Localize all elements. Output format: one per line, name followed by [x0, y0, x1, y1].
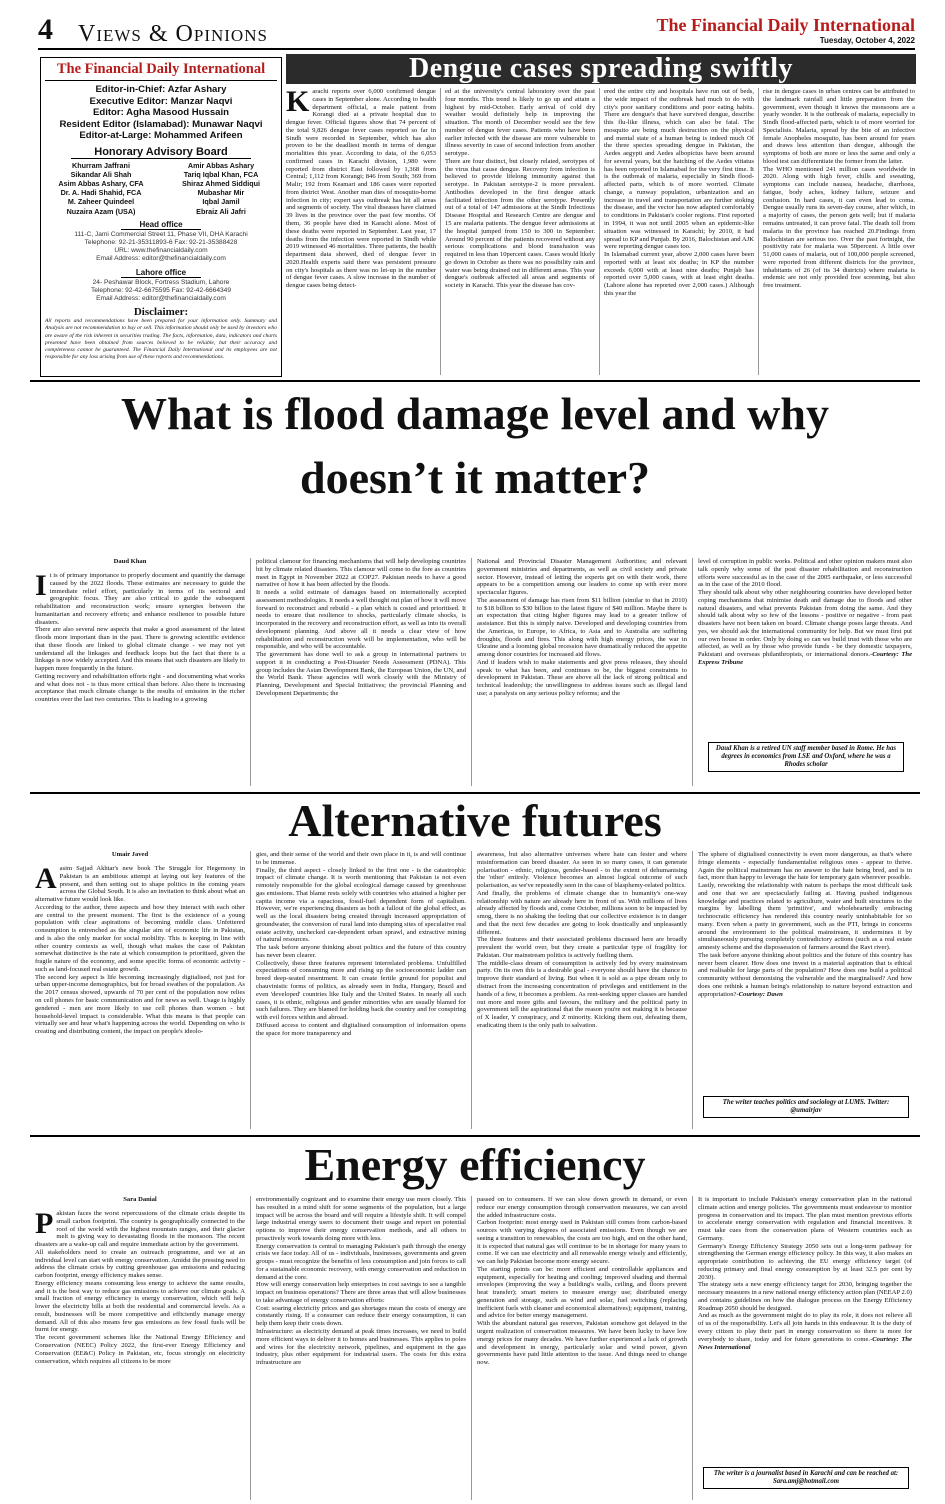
column-rule [758, 88, 759, 375]
disclaimer-text: All reports and recommendations have been prepared for your information only. Summary and Analysis are not recommendation to buy or sell. This information should only be used by investors who are aware of the risk inherent in securities trading. The facts, information, data, indicators and charts presented have been obtained from sources believed to be reliable, but their accuracy and completeness cannot be guaranteed. The Financial Daily International and its employees are not responsible for any loss arising from use of these reports and recommendations. [45, 318, 277, 361]
flood-headline-line1: What is flood damage level and why [121, 388, 829, 439]
section-title: Views & Opinions [78, 21, 268, 47]
head-office-title: Head office [121, 220, 201, 230]
disclaimer-title: Disclaimer: [133, 306, 189, 319]
page-number: 4 [38, 13, 53, 46]
alternative-dropcap: A [35, 865, 57, 895]
energy-headline: Energy efficiency [304, 1139, 646, 1190]
flood-col-1 [35, 572, 245, 787]
column-rule [599, 88, 600, 375]
column-rule [471, 1196, 472, 1500]
column-rule [250, 558, 251, 786]
alternative-col4-body: The sphere of digitalised connectivity is even more dangerous, as that's where fringe elements - especially fundamentalist religious ones - appear to thrive. Again the political mainstream has no answer to the hate being bred, and is in fact, more than happy to leverage the hate for temporary gain wherever possible. Lastly, reworking the relationship with nature is perhaps the most difficult task and one that we are spectacularly failing at. Having pushed indigenous knowledge and practices related to agriculture, water and built structures to the margins by labelling them 'primitive', and wholeheartedly embracing technocratic efficiency has rendered this country nearly uninhabitable for so many. Even when a party in government, such as the PTI, brings in concerns around the environment to the political mainstream, it undermines it by simultaneously pursuing completely contradictory actions (such as a real estate amnesty scheme and the dispossession of farmers around the Ravi river). The task before anyone thinking about politics and the future of this country has never been clearer. How does one invest in a material aspiration that is ethical and realisable for large parts of the population? How does one build a political community without demonising the vulnerable and the marginalised? And how does one rethink a human being's relationship to nature beyond extraction and appropriation?- [698, 851, 912, 998]
editor-line: Editor-in-Chief: Azfar Ashary [95, 84, 227, 95]
lahore-office-line: 24- Peshawar Block, Fortress Stadium, Lahore [92, 278, 230, 286]
column-rule [692, 851, 693, 1129]
energy-body: akistan faces the worst repercussions of the climate crisis despite its small carbon footprint. The country is geographically connected to the roof of the world with the highest mountain ranges, and their glacier melt is giving way to devastating floods in the monsoon. The recent disasters are a wake-up call and require immediate action by the government. All stakeholders need to create an outreach programme, and we at an individual level can start with energy conservation. Amidst the pressing need to address the climate crisis by cutting greenhouse gas emissions and reducing carbon footprint, energy efficiency makes sense. Energy efficiency means consuming less energy to achieve the same results, and it is the best way to reduce gas emissions to achieve our climate goals. A small fraction of energy efficiency is energy conservation, which will help lower the electricity bills at both the residential and commercial levels. As a result, businesses will be more competitive and efficiently manage energy demand. All of this also means few gas emissions as few fossil fuels will be burnt for energy. The recent government schemes like the National Energy Efficiency and Conservation (NEEC) Policy 2022, the first-ever Energy Efficiency and Conservation (EE&C) Policy in Pakistan, etc, focus strongly on electricity conservation, which requires all citizens to be more [35, 1210, 245, 1365]
head-office-line: URL: www.thefinancialdaily.com [114, 247, 208, 255]
column-rule [471, 851, 472, 1129]
alternative-col-2: gies, and their sense of the world and their own place in it, is and will continue to be immense. Finally, the third aspect - closely linked to the first one - is the catastrophic impact of climate change. It is worth mentioning that Pakistan is not even remotely responsible for the global ecological damage caused by greenhouse gas emissions. That blame rests solely with countries who attained a higher per capita income via a rapacious, fossil-fuel dependent form of capitalism. However, we're experiencing disasters as both a fallout of the global effect, as well as the local disasters being created through increased appropriation of groundwater, the conversion of rural land into dumping sites of speculative real estate activity, unchecked car-dependent urban sprawl, and extractive mining of natural resources. The task before anyone thinking about politics and the future of this country has never been clearer. Collectively, these three features represent interrelated problems. Unfulfilled expectations of consuming more and rising up the socioeconomic ladder can breed deep-seated resentment. It can create fertile ground for populist and chauvinistic forms of politics, as already seen in India, Hungary, Brazil and even 'developed' countries like Italy and the United States. In nearly all such cases, it is ethnic, religious and gender minorities who are usually blamed for such failures. They are blamed for holding back the country and for conspiring with evil forces within and abroad. Diffused access to content and digitalised consumption of information opens the space for more transparency and [256, 851, 466, 1037]
flood-col-3: National and Provincial Disaster Management Authorities; and relevant government ministries and departments, as well as civil society and private sector. However, instead of letting the experts get on with their work, there appears to be a competition among our leaders to come up with ever more spectacular figures. The assessment of damage has risen from $11 billion (similar to that in 2010) to $18 billion to $30 billion to the latest figure of $40 million. Maybe there is an expectation that citing higher figures may lead to a greater inflow of assistance. But this is simply naive. Developed and developing countries from the Americas, to Europe, to Africa, to Asia and to Australia are suffering droughts, floods and fires. This along with high energy prices, the war in Ukraine and a looming global recession have dramatically reduced the appetite among donor countries for increased aid flows. And if leaders wish to make statements and give press releases, they should speak to what has been, and continues to be, the biggest constraints to development in Pakistan. These are above all the lack of strong political and technical leadership; the unwillingness to address issues such as illegal land use; a paralysis on any serious policy reforms; and the [477, 558, 687, 698]
flood-col-2: political clamour for financing mechanisms that will help developing countries hit by climate related disasters. This clamour will come to the fore as countries meet in Egypt in November 2022 at COP27. Pakistan needs to have a good narrative of how it has been affected by the floods. It needs a solid estimate of damages based on internationally accepted assessment methodologies. It needs a well thought out plan of how it will move forward to reconstruct and rebuild - a plan which is costed and prioritised. It needs to ensure that resilience to shocks, particularly climate shocks, is incorporated in the recovery and reconstruction effort, as well as into its overall development planning. And above all it needs a clear view of how rehabilitation and reconstruction work will be implementation, who will be responsible, and who will be accountable. The government has done well to ask a group in international partners to support it in conducting a Post-Disaster Needs Assessment (PDNA). This group includes the Asian Development Bank, the European Union, the UN, and the World Bank. These agencies will work closely with the Ministry of Planning, Development and Special Initiatives; the provincial Planning and Development Departments; the [256, 558, 466, 698]
column-rule [440, 88, 441, 375]
lahore-office-title: Lahore office [121, 268, 201, 278]
alternative-col-4 [698, 851, 912, 1089]
dengue-headline-band [286, 54, 916, 84]
flood-dropcap: I [35, 572, 47, 602]
column-rule [471, 558, 472, 786]
flood-courtesy: Courtesy: The Express Tribune [698, 651, 912, 666]
board-member: M. Zaheer Quindeel [67, 197, 135, 207]
alternative-byline: Umair Javed [111, 851, 149, 858]
flood-headline [30, 382, 920, 510]
energy-col4-body: It is important to include Pakistan's energy conservation plan in the national climate action and energy policies. The governments must endeavour to monitor progress in conservation and its impact. The plan must mention previous efforts to accelerate energy conservation with regulation and financial incentives. It must take cues from the conservation plans of Western countries such as Germany. Germany's Energy Efficiency Strategy 2050 sets out a long-term pathway for strengthening the German energy efficiency policy. In this way, it also makes an appropriate contribution to achieving the EU energy efficiency target (of reducing primary and final energy consumption by at least 32.5 per cent by 2030). The strategy sets a new energy efficiency target for 2030, bringing together the necessary measures in a new national energy efficiency action plan (NEEAP 2.0) and contains guidelines on how the dialogue process on the Energy Efficiency Roadmap 2050 should be designed. And as much as the government might do to play its role, it does not relieve all of us of the responsibility. Let's all join hands in this endeavour. It is the duty of every citizen to play their part in energy conservation so there is more for everybody to share, today and for future generations to come.- [698, 1196, 912, 1343]
board-member: Sikandar Ali Shah [70, 169, 132, 179]
dengue-col-2: ed at the university's central laboratory over the past four months. This trend is likely to go up and attain a highest by mid-October. Early arrival of cold dry weather would definitely help in improving the situation. The month of December would see the few number of dengue fever cases. Patients who have been earlier infected with the disease are more vulnerable to illness severity in case of second infection from another serotype. There are four distinct, but closely related, serotypes of the virus that cause dengue. Recovery from infection is believed to provide lifelong immunity against that serotype. In Pakistan serotype-2 is more prevalent. Antibodies developed in the first dengue attack facilitated infection from the other serotype. Presently out of a total of 147 admissions at the Sindh Infectious Disease Hospital and Research Centre are dengue and 15 are malaria patients. The dengue fever admissions at the hospital jumped from 150 to 300 in September. Around 90 percent of the patients recovered without any serious complications and blood transfusion was required in less than 10percent cases. Cases would likely go down in October as there was no possibility rain and water was being drained out in different areas. This year dengue's outbreak affected all areas and segments of society in Karachi. This year the disease has cov- [445, 88, 595, 290]
board-member: Asim Abbas Ashary, CFA [58, 178, 144, 188]
energy-col-2: environmentally cognizant and to examine their energy use more closely. This has resulted in a mind shift for some segments of the population, but a large impact will be across the board and will require a lifestyle shift. It will compel large industrial energy users to document their usage and report on potential options to improve their energy conservation methods, and all others to proactively work towards doing more with less. Energy conservation is central to managing Pakistan's path through the energy crisis we face today. All of us - individuals, businesses, governments and green groups - must recognize the benefits of less consumption and join forces to call for a sustainable economic recovery, with energy conservation and reduction in demand at the core. How will energy conservation help enterprises in cost savings to see a tangible impact on business operations? There are three areas that will allow businesses to take advantage of energy conservation efforts: Cost: soaring electricity prices and gas shortages mean the costs of energy are constantly rising. If a consumer can reduce their energy consumption, it can help them keep their costs down. Infrastructure: as electricity demand at peak times increases, we need to build more efficient ways to deliver it to homes and businesses. This applies to poles and wires for the electricity network, pipelines, and equipment in the gas industry, plus other equipment for industrial users. The costs for this extra infrastructure are [256, 1196, 466, 1367]
energy-col-4 [698, 1196, 912, 1462]
board-member: Mubashar Mir [197, 188, 245, 198]
energy-col-3: passed on to consumers. If we can slow down growth in demand, or even reduce our energy consumption through conservation measures, we can avoid the added infrastructure costs. Carbon footprint: most energy used in Pakistan still comes from carbon-based sources with varying degrees of associated emissions. Even though we are seeing a transition to renewables, the costs are too high, and on the other hand, it is expected that natural gas will continue to be in shortage for many years to come. If we can use electricity and all renewable energy wisely and efficiently, we can help Pakistan become more energy secure. The starting points can be: more efficient and controllable appliances and equipment, especially for heating and cooling; improved shading and thermal envelopes (improving the way a building's walls, ceiling, and floors prevent heat transfer); smart meters to measure energy use; distributed energy generation and storage, such as wind and solar, fuel switching (replacing inefficient fuels with cleaner and economical alternatives); equipment, training, and advice for better energy management. With the abundant natural gas reserves, Pakistan somehow got delayed in the urgent realization of conservation measures. We have been lucky to have low energy prices for many decades. We have further experienced a lack of growth and development in energy, particularly solar and wind power, given governments have paid little attention to the issue. And things need to change now. [477, 1196, 687, 1367]
editor-line: Editor: Agha Masood Hussain [92, 107, 230, 118]
lahore-office-line: Telephone: 92-42-6675595 Fax: 92-42-6664349 [90, 286, 232, 294]
head-office-line: Telephone: 92-21-35311893-6 Fax: 92-21-35388428 [84, 238, 238, 246]
energy-col-1 [35, 1210, 245, 1500]
energy-author-bio: The writer is a journalist based in Karachi and can be reached at: Sara.amj@hotmail.com [703, 1467, 909, 1489]
dengue-col-3: ered the entire city and hospitals have run out of beds, the wide impact of the outbreak had much to do with city's poor sanitary conditions and poor eating habits. There are dengue's that have survived dengue, describe this flu-like illness, which can also be fatal. The mosquito are being much destruction on the physical and mental state of a human being is indeed much Of the three species spreading dengue in Pakistan, the Aedes aegypti and Aedes albopictus have been around for several years, but the hatching of the Aedes vittatus has been reported in Islamabad for the very first time. It is the outbreak of malaria, especially in Sindh flood-affected parts, which is of more worried. Climate change, a runway population, urbanization and an increase in travel and transportation are further stoking the disease, and the vector has now adapted comfortably to conditions in Pakistan's cooler regions. First reported in 1994, it was not until 2005 when an epidemic-like situation was witnessed in Karachi; by 2010, it had spread to KP and Punjab. By 2016, Balochistan and AJK were reporting dengue cases too. In Islamabad current year, above 2,000 cases have been reported with at least six deaths; in KP the number exceeds 6,000 with at least nine deaths; Punjab has reported over 5,000 cases, with at least eight deaths. (Lahore alone has reported over 2,000 cases.) Although this year the [604, 88, 754, 297]
alternative-col-1 [35, 865, 245, 1130]
dengue-dropcap: K [286, 88, 310, 118]
advisory-board-title: Honorary Advisory Board [71, 146, 251, 159]
board-member: Shiraz Ahmed Siddiqui [181, 178, 260, 188]
energy-courtesy: Courtesy: The News International [698, 1335, 912, 1351]
sidebar-title: The Financial Daily International [45, 61, 277, 81]
flood-body: t is of primary importance to properly document and quantify the damage caused by the 2022 floods. These estimates are necessary to guide the immediate relief effort, particularly in terms of its sectoral and geographic focus. They are also critical to guide the subsequent rehabilitation and reconstruction work; ensure synergies between the humanitarian and recovery efforts; and enhance resilience to possible future disasters. There are also several new aspects that make a good assessment of the latest floods more important than in the past. There is growing scientific evidence that these floods are linked to global climate change - we may not yet understand all the linkages and feedback loops but the fact that there is a linkage is now widely accepted. And this means that such disasters are likely to happen more frequently in the future. Getting recovery and rehabilitation efforts right - and documenting what works and what does not - is thus more critical than before. Also there is increasing acceptance that much climate change is the results of emission in the richer countries over the last two centuries. This is leading to a growing [35, 572, 245, 704]
editor-line: Resident Editor (Islamabad): Munawar Naqvi [59, 118, 263, 130]
editor-line: Editor-at-Large: Mohammed Arifeen [79, 130, 243, 141]
alternative-col-3: awareness, but also alternative universes where hate can fester and where misinformation can breed disaster. As seen in so many cases, it can generate polarisation - ethnic, religious, gender-based - to the extent of dehumanising the 'other' entirely. Violence becomes an almost logical outcome of such polarisation, as we've repeatedly seen in the case of blasphemy-related politics. And finally, the problems of climate change due to humanity's one-way relationship with nature are already here in front of us. With millions of lives already affected by floods and, come October, millions soon to be impacted by smog, there is no shaking the feeling that our collective existence is in danger and that the next few decades are going to look drastically and unpleasantly different. The three features and their associated problems discussed here are broadly prevalent the world over, but they create a particular type of fragility for Pakistan. Our mainstream politics is actively fuelling them. The middle-class dream of consumption is actively fed by every mainstream party. On its own this is a desirable goal - everyone should have the chance to improve their standard of living. But when it is sold as a pipe dream only to distract from the increasing concentration of privileges and entitlement in the hands of a few, it becomes a problem. As rent-seeking upper classes are handed out more and more gifts and favours, the military and the political party in government tell the aspirational that the reason you're not making it is because of X leader, Y conspiracy, and Z minority. Kicking them out, defeating them, eradicating them is the only path to salvation. [477, 851, 687, 1029]
alternative-headline: Alternative futures [288, 795, 662, 846]
column-rule [692, 558, 693, 786]
dengue-body: arachi reports over 6,000 confirmed dengue cases in September alone. According to health department official, a male patient from Korangi died at a private hospital due to dengue fever. Official figures show that 74 percent of the total 9,826 dengue fever cases reported so far in Sindh were recorded in September, which has also proven to be the deadliest month in terms of dengue mortalities this year. According to data, of the 6,053 confirmed cases in Karachi division, 1,980 were reported from district East followed by 1,368 from Central; 1,112 from Korangi; 846 from South; 369 from Malir; 192 from Keamari and 186 cases were reported from district West. Another man dies of mosquito-borne infection in city; expert says outbreak has hit all areas and segments of society. The viral diseases have claimed 39 lives in the province over the past few months. Of them, 36 people have died in Karachi alone. Most of these deaths were reported in September. Last year, 17 deaths from the infection were reported in Sindh while 2019 witnessed 46 mortalities. Three patients, the health department data showed, died of dengue fever in 2020.Health experts said there was persistent pressure on city's hospitals as there was no let-up in the number of dengue fever cases. A slow increase in the number of dengue cases being detect- [286, 88, 436, 290]
dengue-col-1 [286, 88, 436, 375]
flood-byline: Daud Khan [113, 558, 147, 565]
board-member: Tariq Iqbal Khan, FCA [183, 169, 259, 179]
board-member: Dr. A. Hadi Shahid, FCA [60, 188, 142, 198]
head-office-line: Email Address: editor@thefinancialdaily.com [96, 255, 226, 263]
board-member: Nuzaira Azam (USA) [66, 206, 136, 216]
column-rule [692, 1196, 693, 1500]
dengue-headline: Dengue cases spreading swiftly [409, 53, 793, 84]
column-rule [250, 1196, 251, 1500]
board-member: Iqbal Jamil [202, 197, 240, 207]
dengue-col-4: rise in dengue cases in urban centres can be attributed to the landmark rainfall and little preparation from the government, even though it knows the monsoons are a yearly wonder. It is the outbreak of malaria, especially in Sindh flood-affected parts, which is of more worried for Specialists. Malaria, spread by the bite of an infective female Anopheles mosquito, has been around for years and draws less attention than dengue, although the symptoms of both are more or less the same and only a blood test can differentiate the former from the latter. The WHO mentioned 241 million cases worldwide in 2020. Along with high fever, chills and sweating, symptoms can include nausea, headache, diarrhoea, fatigue, body aches, kidney failure, seizure and confusion. In hard cases, it can even lead to coma. Dengue usually runs its seven-day course, after which, in a majority of cases, the person gets well; but if malaria remains untreated, it can prove fatal. The death toll from malaria in the province has reached 20.Findings from Balochistan are serious too. Over the past fortnight, the positivity rate for malaria was 50percent. A little over 51,000 cases of malaria, out of 100,000 people screened, were reported from different districts for the province, inhabitants of 26 (of its 34 districts) where malaria is endemic are not only provided free screening, but also free treatment. [763, 88, 915, 290]
board-member: Khurram Jaffrani [72, 160, 130, 170]
masthead: The Financial Daily International [656, 15, 915, 35]
alternative-author-bio: The writer teaches politics and sociology at LUMS. Twitter: @umairjav [703, 1096, 909, 1118]
header-rule [38, 48, 915, 50]
flood-headline-line2: doesn’t it matter? [299, 452, 650, 503]
lahore-office-line: Email Address: editor@thefinancialdaily.com [96, 294, 226, 302]
energy-dropcap: P [35, 1210, 54, 1240]
board-member: Amir Abbas Ashary [187, 160, 255, 170]
alternative-courtesy: Courtesy: Dawn [738, 990, 783, 998]
flood-col-4 [698, 558, 912, 740]
flood-col4-body: level of corruption in public works. Political and other opinion makers must also talk openly why some of the post disaster rehabilitation and reconstruction efforts were successful as in the case of the 2005 earthquake, or less successful as in the case of the 2010 flood. They should talk about why other neighbouring countries have developed better coping mechanisms that minimise death and damage due to floods and other natural disasters, and what prevents Pakistan from doing the same. And they should talk about why so few of the lessons - positive or negative - from past disasters have not been taken on board. Climate change poses large threats. And yes, we should ask the international community for help. But we must first put our own house in order. Only by doing so can we build trust with those who are affected, as well as by those who provide funds - be they domestic taxpayers, Pakistani and overseas philanthropists, or international donors.- [698, 558, 912, 659]
alternative-body: asim Sajjad Akhtar's new book The Struggle for Hegemony in Pakistan is an ambitious attempt at laying out key features of the present, and then setting out to shape politics in the coming years across the Global South. It is also an invitation to think about what an alternative future would look like. According to the author, three aspects and how they interact with each other are central to the present moment. The first is the existence of a young population with clear aspirations of becoming middle class. Unfettered consumption is entrenched as the singular aim of economic life in Pakistan, and is also the only marker for social mobility. This is keeping in line with other country contexts as well, though what makes the case of Pakistan somewhat distinctive is the rate at which consumption is prioritised, given the fragile nature of the economy, and some specific forms of economic activity - such as land-focused real estate growth. The second key aspect is life becoming increasingly digitalised, not just for urban upper-income demographics, but for broad swathes of the population. As the 2017 census showed, upwards of 70 per cent of the population now relies on cell phones for basic communication and for news as well. Usage is highly gendered - men are more likely to use cell phones than women - but household-level impact is considerable. What this means is that people can virtually see and hear what's happening across the world. Depending on who is creating and distributing content, the impact on people's ideolo- [35, 865, 245, 1036]
column-rule [250, 851, 251, 1129]
head-office-line: 111-C, Jami Commercial Street 11, Phase VII, DHA Karachi [74, 230, 248, 238]
issue-date: Tuesday, October 4, 2022 [819, 36, 915, 45]
flood-author-bio: Daud Khan is a retired UN staff member based in Rome. He has degrees in economics from LSE and Oxford, where he was a Rhodes scholar [708, 742, 904, 772]
board-member: Ebraiz Ali Jafri [196, 206, 246, 216]
editor-line: Executive Editor: Manzar Naqvi [89, 95, 233, 107]
editorial-box [40, 57, 282, 377]
energy-byline: Sara Danial [123, 1196, 157, 1203]
